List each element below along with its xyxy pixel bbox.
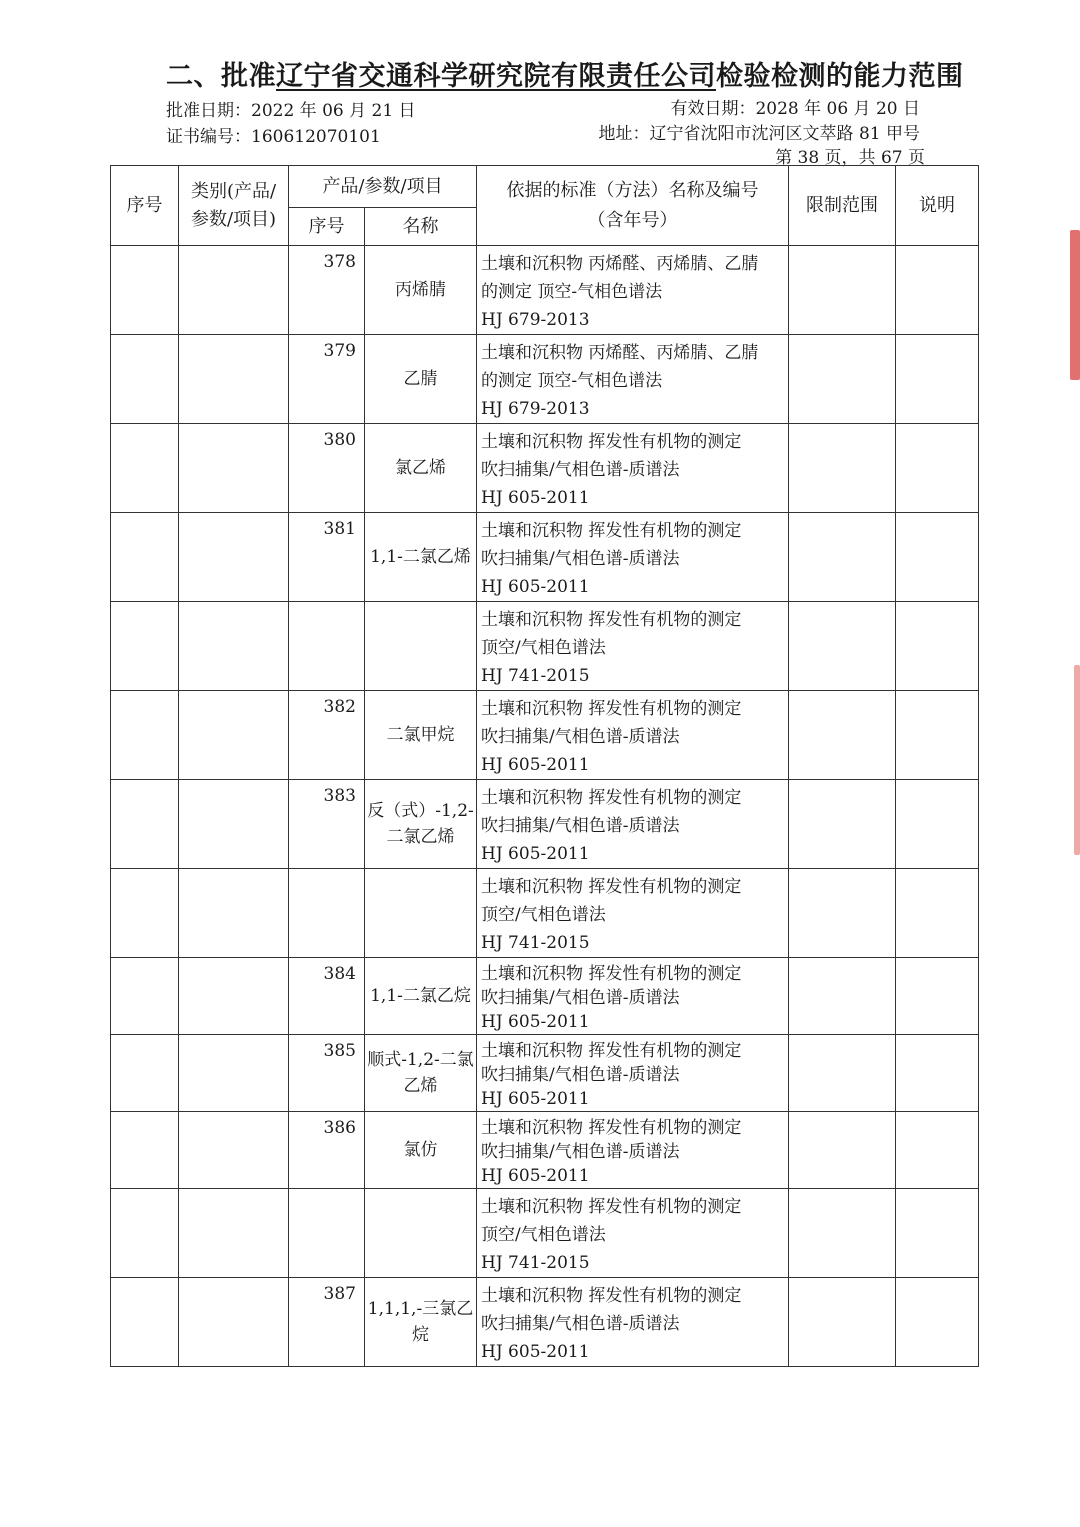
note-cell (896, 1035, 979, 1112)
table-row (111, 424, 979, 513)
item-name: 1,1-二氯乙烷 (365, 958, 477, 1035)
standard-line: 吹扫捕集/气相色谱-质谱法 (481, 549, 680, 569)
item-number (289, 1189, 365, 1278)
standard-line: 土壤和沉积物 挥发性有机物的测定 (481, 432, 742, 452)
note-cell (896, 1112, 979, 1189)
limit-cell (789, 869, 896, 958)
header-sub-name: 名称 (365, 208, 477, 246)
address: 地址：辽宁省沈阳市沈河区文萃路 81 甲号 (598, 124, 920, 144)
seq-cell (111, 1189, 179, 1278)
header-sub-seq: 序号 (289, 208, 365, 246)
standard-line: 土壤和沉积物 挥发性有机物的测定 (481, 1118, 742, 1138)
limit-cell (789, 1189, 896, 1278)
standard-line: 的测定 顶空-气相色谱法 (481, 371, 663, 391)
header-seq: 序号 (111, 166, 179, 246)
standard-line: 土壤和沉积物 丙烯醛、丙烯腈、乙腈 (481, 343, 759, 363)
seq-cell (111, 780, 179, 869)
note-cell (896, 958, 979, 1035)
standard-line: 土壤和沉积物 挥发性有机物的测定 (481, 877, 742, 897)
capability-table (110, 165, 979, 1367)
item-number: 385 (289, 1035, 365, 1112)
title-prefix: 二、批准 (166, 61, 276, 92)
limit-cell (789, 780, 896, 869)
standard-line: 吹扫捕集/气相色谱-质谱法 (481, 1142, 680, 1162)
item-name: 顺式-1,2-二氯乙烯 (365, 1035, 477, 1112)
standard-code: HJ 605-2011 (481, 1342, 590, 1362)
table-row (111, 1112, 979, 1189)
certificate-number: 证书编号：160612070101 (166, 127, 381, 147)
approval-date: 批准日期：2022 年 06 月 21 日 (166, 101, 416, 121)
table-row (111, 958, 979, 1035)
page-number: 第 38 页，共 67 页 (775, 148, 925, 168)
standard-cell (477, 1112, 789, 1189)
limit-cell (789, 958, 896, 1035)
note-cell (896, 691, 979, 780)
seq-cell (111, 246, 179, 335)
item-name (365, 602, 477, 691)
standard-line: 吹扫捕集/气相色谱-质谱法 (481, 1065, 680, 1085)
standard-line: 吹扫捕集/气相色谱-质谱法 (481, 816, 680, 836)
table-row (111, 869, 979, 958)
standard-code: HJ 605-2011 (481, 1089, 590, 1109)
standard-cell (477, 513, 789, 602)
red-stamp-edge-mark (1070, 230, 1080, 380)
category-cell (179, 1189, 289, 1278)
table-row (111, 602, 979, 691)
item-number: 378 (289, 246, 365, 335)
item-number (289, 602, 365, 691)
item-name (365, 869, 477, 958)
header-product-group: 产品/参数/项目 (289, 166, 477, 208)
category-cell (179, 780, 289, 869)
limit-cell (789, 1278, 896, 1367)
category-cell (179, 1278, 289, 1367)
header-category: 类别(产品/参数/项目) (179, 166, 289, 246)
note-cell (896, 1278, 979, 1367)
table-row (111, 513, 979, 602)
standard-line: 土壤和沉积物 挥发性有机物的测定 (481, 521, 742, 541)
standard-line: 土壤和沉积物 挥发性有机物的测定 (481, 788, 742, 808)
item-name: 氯乙烯 (365, 424, 477, 513)
seq-cell (111, 513, 179, 602)
seq-cell (111, 691, 179, 780)
standard-code: HJ 679-2013 (481, 310, 590, 330)
seq-cell (111, 424, 179, 513)
item-number: 387 (289, 1278, 365, 1367)
table-row (111, 246, 979, 335)
note-cell (896, 869, 979, 958)
standard-line: 土壤和沉积物 挥发性有机物的测定 (481, 699, 742, 719)
note-cell (896, 780, 979, 869)
item-name (365, 1189, 477, 1278)
header-standard: 依据的标准（方法）名称及编号（含年号） (477, 166, 789, 246)
note-cell (896, 1189, 979, 1278)
table-row (111, 335, 979, 424)
category-cell (179, 1112, 289, 1189)
item-number: 384 (289, 958, 365, 1035)
item-number: 383 (289, 780, 365, 869)
standard-line: 吹扫捕集/气相色谱-质谱法 (481, 460, 680, 480)
standard-line: 吹扫捕集/气相色谱-质谱法 (481, 988, 680, 1008)
category-cell (179, 1035, 289, 1112)
standard-line: 顶空/气相色谱法 (481, 1225, 606, 1245)
standard-code: HJ 741-2015 (481, 666, 590, 686)
category-cell (179, 513, 289, 602)
table-row (111, 1035, 979, 1112)
category-cell (179, 424, 289, 513)
limit-cell (789, 335, 896, 424)
standard-code: HJ 605-2011 (481, 488, 590, 508)
item-number: 381 (289, 513, 365, 602)
page-title (166, 54, 964, 93)
standard-cell (477, 691, 789, 780)
header-note: 说明 (896, 166, 979, 246)
standard-code: HJ 741-2015 (481, 933, 590, 953)
standard-line: 土壤和沉积物 丙烯醛、丙烯腈、乙腈 (481, 254, 759, 274)
standard-code: HJ 605-2011 (481, 1166, 590, 1186)
standard-cell (477, 958, 789, 1035)
note-cell (896, 335, 979, 424)
item-number (289, 869, 365, 958)
standard-line: 的测定 顶空-气相色谱法 (481, 282, 663, 302)
note-cell (896, 246, 979, 335)
note-cell (896, 513, 979, 602)
table-row (111, 691, 979, 780)
item-number: 382 (289, 691, 365, 780)
standard-code: HJ 605-2011 (481, 755, 590, 775)
standard-code: HJ 605-2011 (481, 1012, 590, 1032)
standard-line: 土壤和沉积物 挥发性有机物的测定 (481, 964, 742, 984)
standard-line: 土壤和沉积物 挥发性有机物的测定 (481, 1286, 742, 1306)
item-name: 1,1,1,-三氯乙烷 (365, 1278, 477, 1367)
seq-cell (111, 1278, 179, 1367)
item-number: 380 (289, 424, 365, 513)
standard-line: 顶空/气相色谱法 (481, 905, 606, 925)
item-name: 乙腈 (365, 335, 477, 424)
category-cell (179, 602, 289, 691)
item-name: 1,1-二氯乙烯 (365, 513, 477, 602)
category-cell (179, 246, 289, 335)
standard-code: HJ 741-2015 (481, 1253, 590, 1273)
category-cell (179, 869, 289, 958)
table-row (111, 1189, 979, 1278)
note-cell (896, 602, 979, 691)
standard-line: 土壤和沉积物 挥发性有机物的测定 (481, 610, 742, 630)
seq-cell (111, 1112, 179, 1189)
seq-cell (111, 335, 179, 424)
standard-line: 土壤和沉积物 挥发性有机物的测定 (481, 1197, 742, 1217)
title-suffix: 检验检测的能力范围 (716, 61, 964, 92)
item-name: 二氯甲烷 (365, 691, 477, 780)
standard-cell (477, 1278, 789, 1367)
standard-cell (477, 780, 789, 869)
seq-cell (111, 869, 179, 958)
table-row (111, 780, 979, 869)
seq-cell (111, 1035, 179, 1112)
seq-cell (111, 602, 179, 691)
limit-cell (789, 424, 896, 513)
standard-cell (477, 602, 789, 691)
item-name: 氯仿 (365, 1112, 477, 1189)
standard-line: 吹扫捕集/气相色谱-质谱法 (481, 727, 680, 747)
item-name: 丙烯腈 (365, 246, 477, 335)
header-limit: 限制范围 (789, 166, 896, 246)
limit-cell (789, 1035, 896, 1112)
limit-cell (789, 691, 896, 780)
title-organization: 辽宁省交通科学研究院有限责任公司 (276, 61, 716, 92)
limit-cell (789, 1112, 896, 1189)
standard-cell (477, 424, 789, 513)
standard-code: HJ 605-2011 (481, 844, 590, 864)
standard-cell (477, 246, 789, 335)
limit-cell (789, 513, 896, 602)
standard-cell (477, 335, 789, 424)
item-number: 386 (289, 1112, 365, 1189)
standard-line: 吹扫捕集/气相色谱-质谱法 (481, 1314, 680, 1334)
seq-cell (111, 958, 179, 1035)
red-stamp-edge-mark (1074, 665, 1080, 855)
category-cell (179, 958, 289, 1035)
limit-cell (789, 602, 896, 691)
standard-line: 土壤和沉积物 挥发性有机物的测定 (481, 1041, 742, 1061)
standard-code: HJ 679-2013 (481, 399, 590, 419)
limit-cell (789, 246, 896, 335)
standard-cell (477, 1189, 789, 1278)
item-name: 反（式）-1,2-二氯乙烯 (365, 780, 477, 869)
valid-date: 有效日期：2028 年 06 月 20 日 (670, 99, 920, 119)
standard-cell (477, 869, 789, 958)
category-cell (179, 691, 289, 780)
standard-line: 顶空/气相色谱法 (481, 638, 606, 658)
category-cell (179, 335, 289, 424)
note-cell (896, 424, 979, 513)
item-number: 379 (289, 335, 365, 424)
standard-code: HJ 605-2011 (481, 577, 590, 597)
table-row (111, 1278, 979, 1367)
standard-cell (477, 1035, 789, 1112)
